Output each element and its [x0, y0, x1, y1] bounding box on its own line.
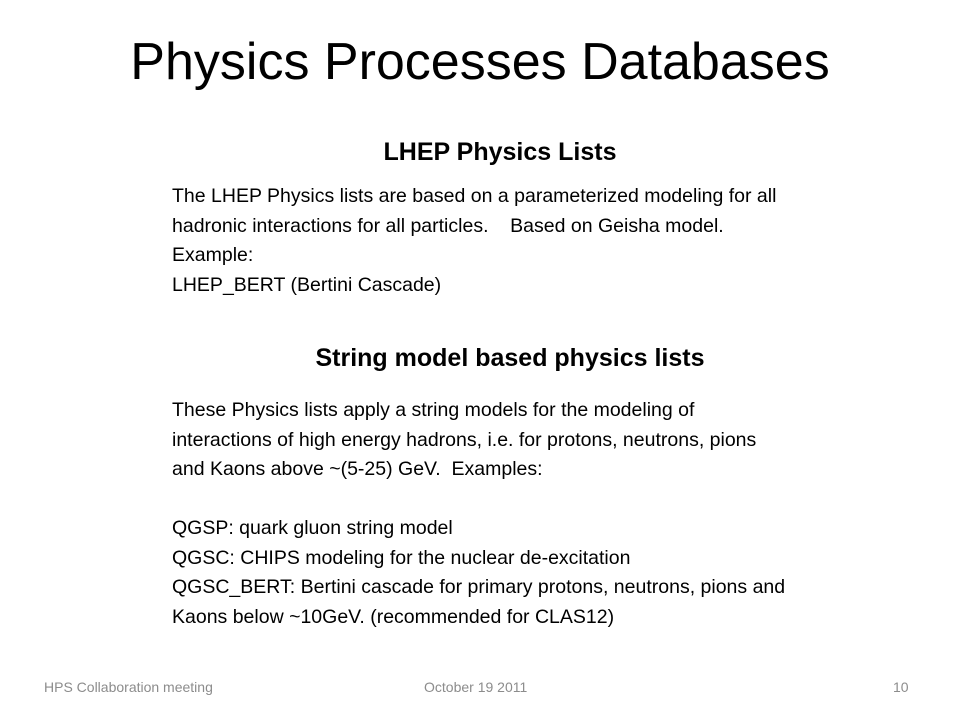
- footer-event: HPS Collaboration meeting: [44, 679, 213, 695]
- text-line: hadronic interactions for all particles. Based on Geisha model.: [172, 214, 724, 237]
- text-line: The LHEP Physics lists are based on a parameterized modeling for all: [172, 185, 777, 207]
- lhep-description: [172, 182, 872, 300]
- lhep-heading: LHEP Physics Lists: [383, 138, 617, 166]
- footer-page-number: 10: [893, 679, 909, 695]
- slide-title: Physics Processes Databases: [130, 33, 830, 91]
- text-line: QGSP: quark gluon string model: [172, 517, 453, 539]
- text-line: These Physics lists apply a string models for the modeling of: [172, 399, 695, 421]
- text-line: Kaons below ~10GeV. (recommended for CLAS12): [172, 605, 615, 628]
- text-line: QGSC: CHIPS modeling for the nuclear de-excitation: [172, 546, 631, 569]
- text-line: and Kaons above ~(5-25) GeV. Examples:: [172, 458, 543, 480]
- string-model-description: [172, 396, 872, 632]
- text-line: LHEP_BERT (Bertini Cascade): [172, 273, 442, 296]
- string-model-heading: String model based physics lists: [315, 344, 705, 372]
- text-line: QGSC_BERT: Bertini cascade for primary protons, neutrons, pions and: [172, 576, 786, 598]
- text-line: Example:: [172, 244, 254, 266]
- blank-line: [172, 485, 872, 515]
- footer-date: October 19 2011: [424, 679, 528, 695]
- text-line: interactions of high energy hadrons, i.e. for protons, neutrons, pions: [172, 428, 757, 451]
